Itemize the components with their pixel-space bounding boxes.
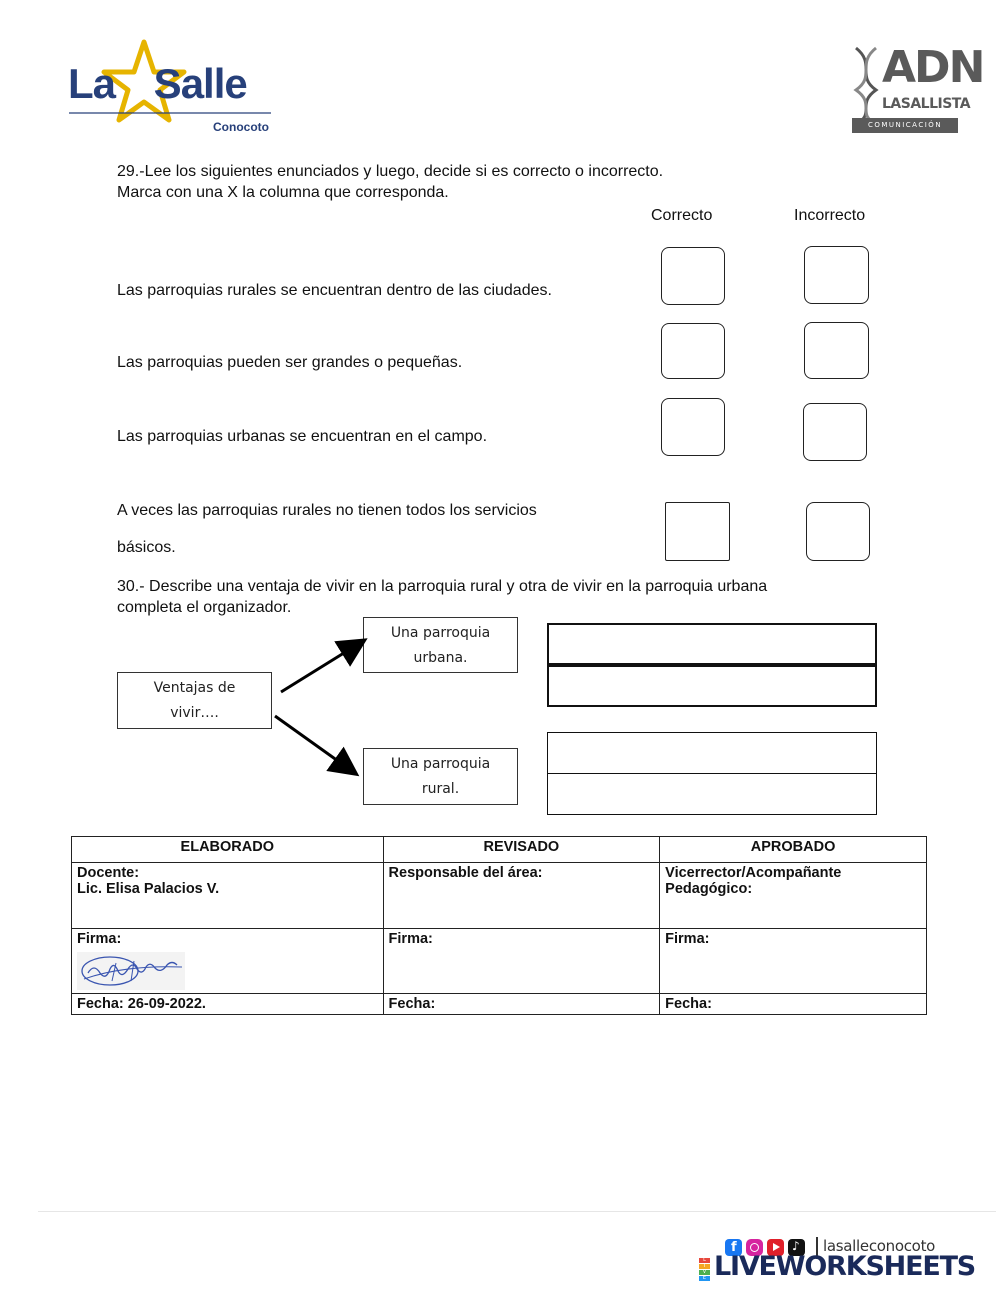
statement-4: A veces las parroquias rurales no tienen todos los servicios xyxy=(117,502,537,519)
checkbox-incorrect-1[interactable] xyxy=(804,246,869,304)
header-revisado: REVISADO xyxy=(383,837,660,863)
rural-answer-2[interactable] xyxy=(547,773,877,815)
urban-answer-1[interactable] xyxy=(547,623,877,665)
checkbox-incorrect-2[interactable] xyxy=(804,322,869,379)
cell-firma-3 xyxy=(660,929,927,994)
adn-text: ADN xyxy=(882,42,984,93)
cell-firma-1 xyxy=(72,929,384,994)
table-row-firma xyxy=(72,929,927,994)
rural-answer-1-input[interactable] xyxy=(548,733,876,773)
lasalle-brand-text: La Salle xyxy=(68,60,247,107)
organizer-arrows xyxy=(272,630,392,800)
cell-firma-2 xyxy=(383,929,660,994)
lasalle-logo xyxy=(66,38,276,138)
cell-docente xyxy=(72,863,384,929)
comunicacion-text: COMUNICACIÓN xyxy=(867,121,943,129)
urban-answer-2[interactable] xyxy=(547,665,877,707)
col-correct-heading: Correcto xyxy=(651,207,713,224)
lasallista-text: LASALLISTA xyxy=(882,96,971,112)
statement-3: Las parroquias urbanas se encuentran en el campo. xyxy=(117,428,488,445)
checkbox-correct-3[interactable] xyxy=(661,398,725,456)
table-row-fecha xyxy=(72,994,927,1015)
col-incorrect-heading: Incorrecto xyxy=(794,207,866,224)
cell-fecha-1: Fecha: 26-09-2022. xyxy=(72,994,384,1015)
checkbox-correct-2[interactable] xyxy=(661,323,725,379)
rural-line1: Una parroquia xyxy=(390,756,491,772)
firma-label-2: Firma: xyxy=(388,931,433,947)
urban-line2: urbana. xyxy=(413,650,468,666)
q30-line2: completa el organizador. xyxy=(117,599,292,616)
social-handle: lasalleconocoto xyxy=(823,1237,936,1255)
live-letter-l: L xyxy=(699,1258,710,1263)
organizer-root-box xyxy=(117,672,272,729)
adn-lasallista-logo xyxy=(852,42,984,136)
root-line1: Ventajas de xyxy=(153,680,236,696)
arrow-to-urban xyxy=(281,643,360,692)
statement-2: Las parroquias pueden ser grandes o pequeñas. xyxy=(117,354,463,371)
rural-answer-2-input[interactable] xyxy=(548,774,876,814)
docente-label: Docente: xyxy=(77,865,140,881)
rural-answer-1[interactable] xyxy=(547,732,877,774)
root-line2: vivir…. xyxy=(170,705,219,721)
cell-fecha-3: Fecha: xyxy=(660,994,927,1015)
q30-line1: 30.- Describe una ventaja de vivir en la parroquia rural y otra de vivir en la parroquia urbana xyxy=(117,578,768,595)
cell-fecha-2: Fecha: xyxy=(383,994,660,1015)
header-aprobado: APROBADO xyxy=(660,837,927,863)
liveworksheets-brand: LIVEWORKSHEETS xyxy=(714,1251,976,1282)
q30-instructions xyxy=(117,576,887,618)
footer-divider xyxy=(38,1211,996,1212)
cell-responsable xyxy=(383,863,660,929)
comunicacion-bar xyxy=(852,118,958,133)
responsable-label: Responsable del área: xyxy=(388,865,543,881)
q29-line1: 29.-Lee los siguientes enunciados y luego, decide si es correcto o incorrecto. xyxy=(117,163,664,180)
lasalle-sub-text: Conocoto xyxy=(213,120,269,134)
vicerrector-label-1: Vicerrector/Acompañante xyxy=(665,865,842,881)
firma-label-1: Firma: xyxy=(77,931,122,947)
q29-line2: Marca con una X la columna que corresponda. xyxy=(117,184,449,201)
arrow-to-rural xyxy=(275,716,352,771)
firma-label-3: Firma: xyxy=(665,931,710,947)
live-letter-i: I xyxy=(699,1264,710,1269)
table-row-responsables xyxy=(72,863,927,929)
cell-vicerrector xyxy=(660,863,927,929)
urban-answer-2-input[interactable] xyxy=(549,667,875,705)
signature-image xyxy=(76,949,188,993)
live-badge xyxy=(699,1258,710,1281)
urban-line1: Una parroquia xyxy=(390,625,491,641)
header-elaborado: ELABORADO xyxy=(72,837,384,863)
dna-icon xyxy=(852,46,880,126)
facebook-icon: f xyxy=(725,1239,742,1256)
statement-4-continued: básicos. xyxy=(117,539,176,556)
signature-table xyxy=(71,836,927,1015)
docente-name: Lic. Elisa Palacios V. xyxy=(77,881,220,897)
checkbox-incorrect-4[interactable] xyxy=(806,502,870,561)
vicerrector-label-2: Pedagógico: xyxy=(665,881,753,897)
live-letter-e: E xyxy=(699,1276,710,1281)
statement-1: Las parroquias rurales se encuentran dentro de las ciudades. xyxy=(117,282,552,299)
rural-line2: rural. xyxy=(421,781,460,797)
table-header-row xyxy=(72,837,927,863)
urban-answer-1-input[interactable] xyxy=(549,625,875,663)
live-letter-v: V xyxy=(699,1270,710,1275)
tiktok-icon: ♪ xyxy=(788,1239,805,1256)
checkbox-correct-1[interactable] xyxy=(661,247,725,305)
checkbox-correct-4[interactable] xyxy=(665,502,730,561)
checkbox-incorrect-3[interactable] xyxy=(803,403,867,461)
q29-instructions xyxy=(117,161,877,203)
